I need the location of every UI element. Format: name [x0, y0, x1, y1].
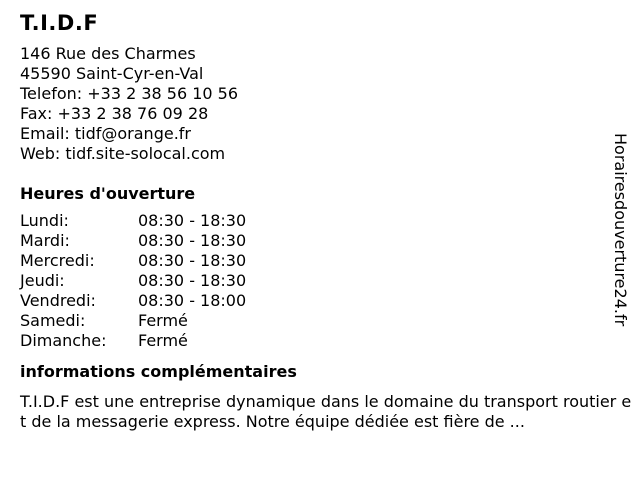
day-label: Lundi:: [20, 211, 69, 230]
additional-info-heading: informations complémentaires: [20, 362, 297, 381]
hours-row-sunday: [20, 331, 610, 351]
phone-number: Telefon: +33 2 38 56 10 56: [20, 84, 239, 103]
opening-hours-table: [20, 211, 610, 351]
time-value: Fermé: [138, 331, 188, 350]
time-value: 08:30 - 18:30: [138, 231, 247, 250]
hours-row-saturday: [20, 311, 610, 331]
day-label: Mercredi:: [20, 251, 95, 270]
opening-hours-heading: Heures d'ouverture: [20, 184, 196, 203]
additional-info-text: T.I.D.F est une entreprise dynamique dans le domaine du transport routier et de la messagerie express. Notre équipe dédiée est fière de ...: [20, 392, 632, 431]
time-value: 08:30 - 18:30: [138, 271, 247, 290]
hours-row-friday: [20, 291, 610, 311]
time-value: Fermé: [138, 311, 188, 330]
fax-number: Fax: +33 2 38 76 09 28: [20, 104, 209, 123]
time-value: 08:30 - 18:30: [138, 211, 247, 230]
day-label: Vendredi:: [20, 291, 96, 310]
day-label: Samedi:: [20, 311, 86, 330]
website-address: Web: tidf.site-solocal.com: [20, 144, 226, 163]
hours-row-wednesday: [20, 251, 610, 271]
hours-row-monday: [20, 211, 610, 231]
business-name: T.I.D.F: [20, 11, 99, 35]
hours-row-thursday: [20, 271, 610, 291]
hours-row-tuesday: [20, 231, 610, 251]
source-site-label: Horairesdouverture24.fr: [611, 133, 630, 327]
day-label: Mardi:: [20, 231, 70, 250]
day-label: Jeudi:: [20, 271, 65, 290]
time-value: 08:30 - 18:00: [138, 291, 247, 310]
time-value: 08:30 - 18:30: [138, 251, 247, 270]
address-line-2: 45590 Saint-Cyr-en-Val: [20, 64, 204, 83]
address-line-1: 146 Rue des Charmes: [20, 44, 196, 63]
email-address: Email: tidf@orange.fr: [20, 124, 191, 143]
day-label: Dimanche:: [20, 331, 107, 350]
contact-block: [20, 44, 610, 164]
